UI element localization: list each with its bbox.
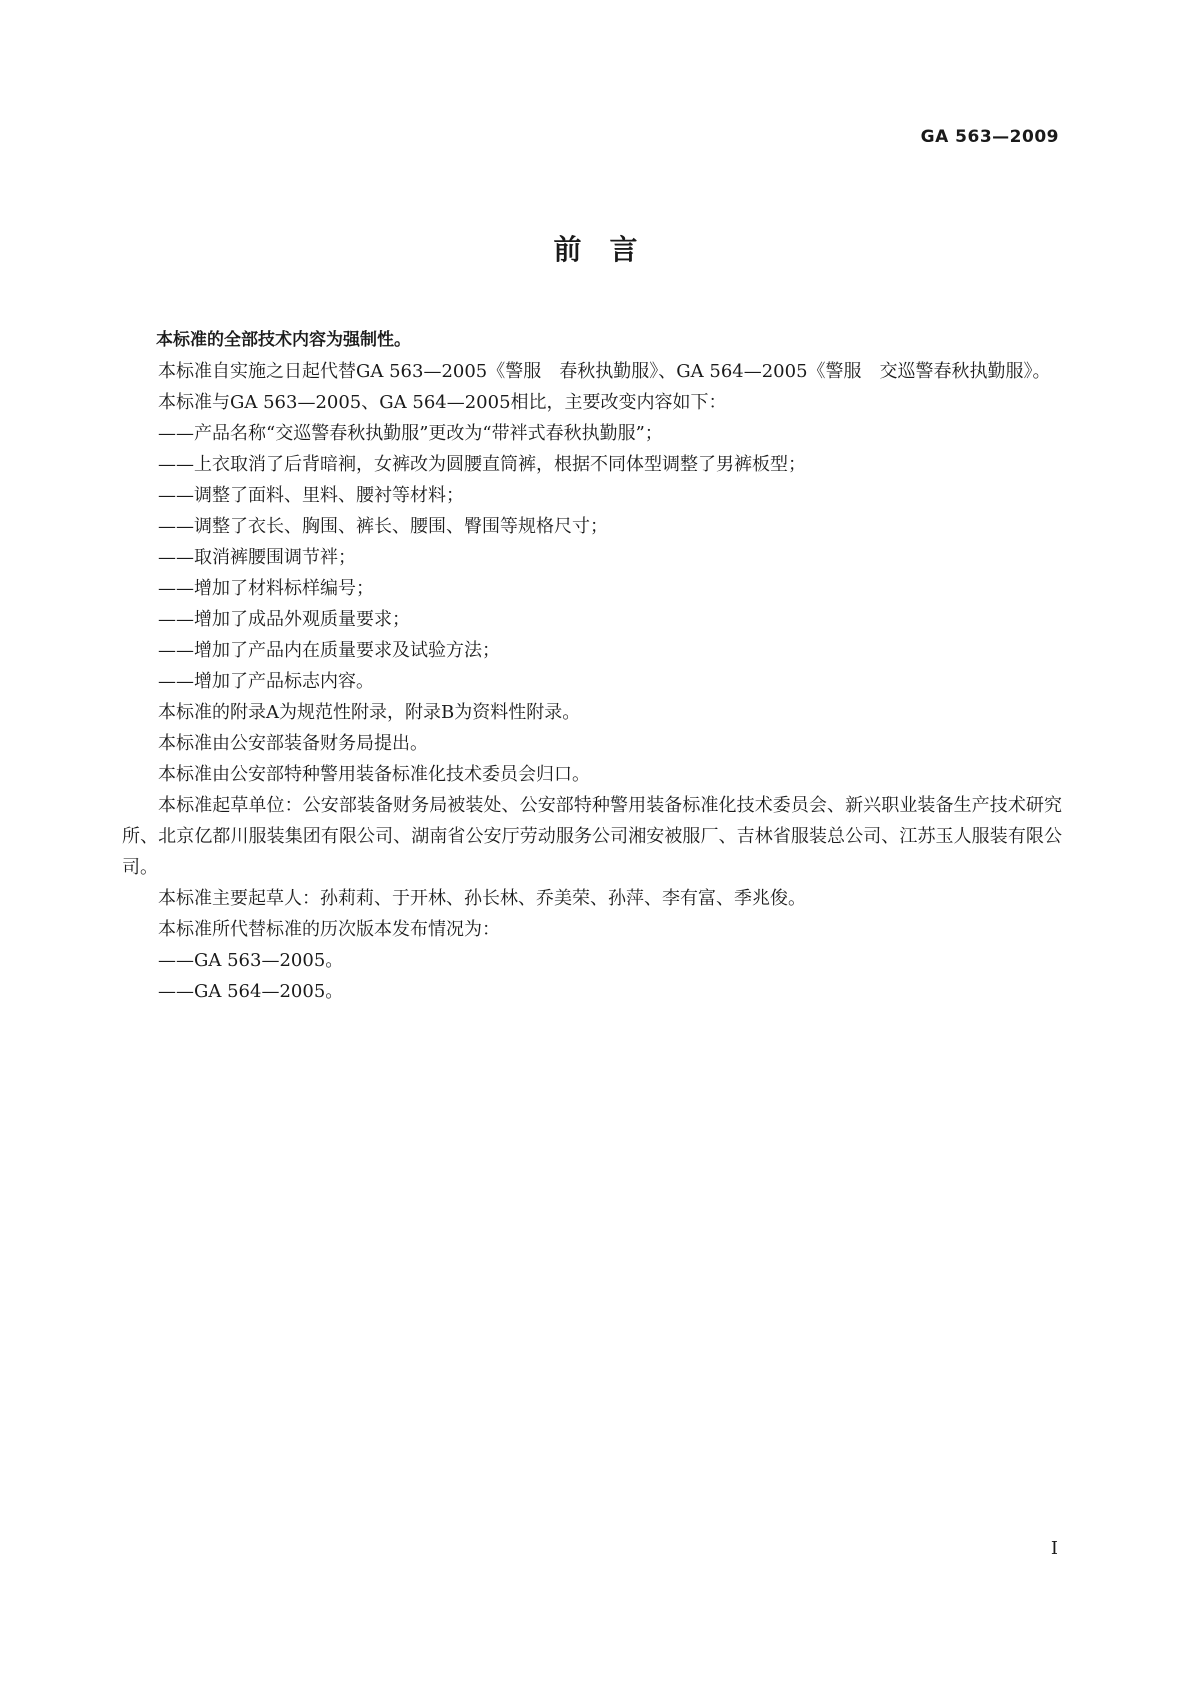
paragraph: 本标准与GA 563—2005、GA 564—2005相比，主要改变内容如下： [158,392,727,413]
list-item: ——取消裤腰围调节袢； [158,547,356,568]
list-item: ——上衣取消了后背暗裥，女裤改为圆腰直筒裤，根据不同体型调整了男裤板型； [158,454,806,475]
list-item: ——GA 563—2005。 [158,950,344,971]
list-item: ——产品名称“交巡警春秋执勤服”更改为“带袢式春秋执勤服”； [158,423,663,444]
paragraph: 本标准的附录A为规范性附录，附录B为资料性附录。 [158,702,581,723]
list-item: ——增加了产品标志内容。 [158,671,374,692]
document-code: GA 563—2009 [920,127,1059,147]
paragraph: 本标准的全部技术内容为强制性。 [156,330,411,350]
paragraph: 本标准自实施之日起代替GA 563—2005《警服 春秋执勤服》、GA 564—2005《警服 交巡警春秋执勤服》。 [158,361,1051,382]
paragraph: 本标准由公安部装备财务局提出。 [158,733,428,754]
list-item: ——增加了材料标样编号； [158,578,374,599]
list-item: ——增加了成品外观质量要求； [158,609,410,630]
page-number: I [1050,1538,1058,1559]
document-body [122,325,1062,1007]
paragraph: 本标准由公安部特种警用装备标准化技术委员会归口。 [158,764,590,785]
list-item: ——调整了衣长、胸围、裤长、腰围、臀围等规格尺寸； [158,516,608,537]
paragraph: 本标准起草单位：公安部装备财务局被装处、公安部特种警用装备标准化技术委员会、新兴职业装备生产技术研究所、北京亿都川服装集团有限公司、湖南省公安厅劳动服务公司湘安被服厂、吉林省服装总公司、江苏玉人服装有限公司。 [122,795,1062,878]
list-item: ——调整了面料、里料、腰衬等材料； [158,485,464,506]
list-item: ——GA 564—2005。 [158,981,344,1002]
page-title: 前 言 [553,233,638,266]
paragraph: 本标准主要起草人：孙莉莉、于开林、孙长林、乔美荣、孙萍、李有富、季兆俊。 [158,888,806,909]
paragraph: 本标准所代替标准的历次版本发布情况为： [158,919,500,940]
list-item: ——增加了产品内在质量要求及试验方法； [158,640,500,661]
